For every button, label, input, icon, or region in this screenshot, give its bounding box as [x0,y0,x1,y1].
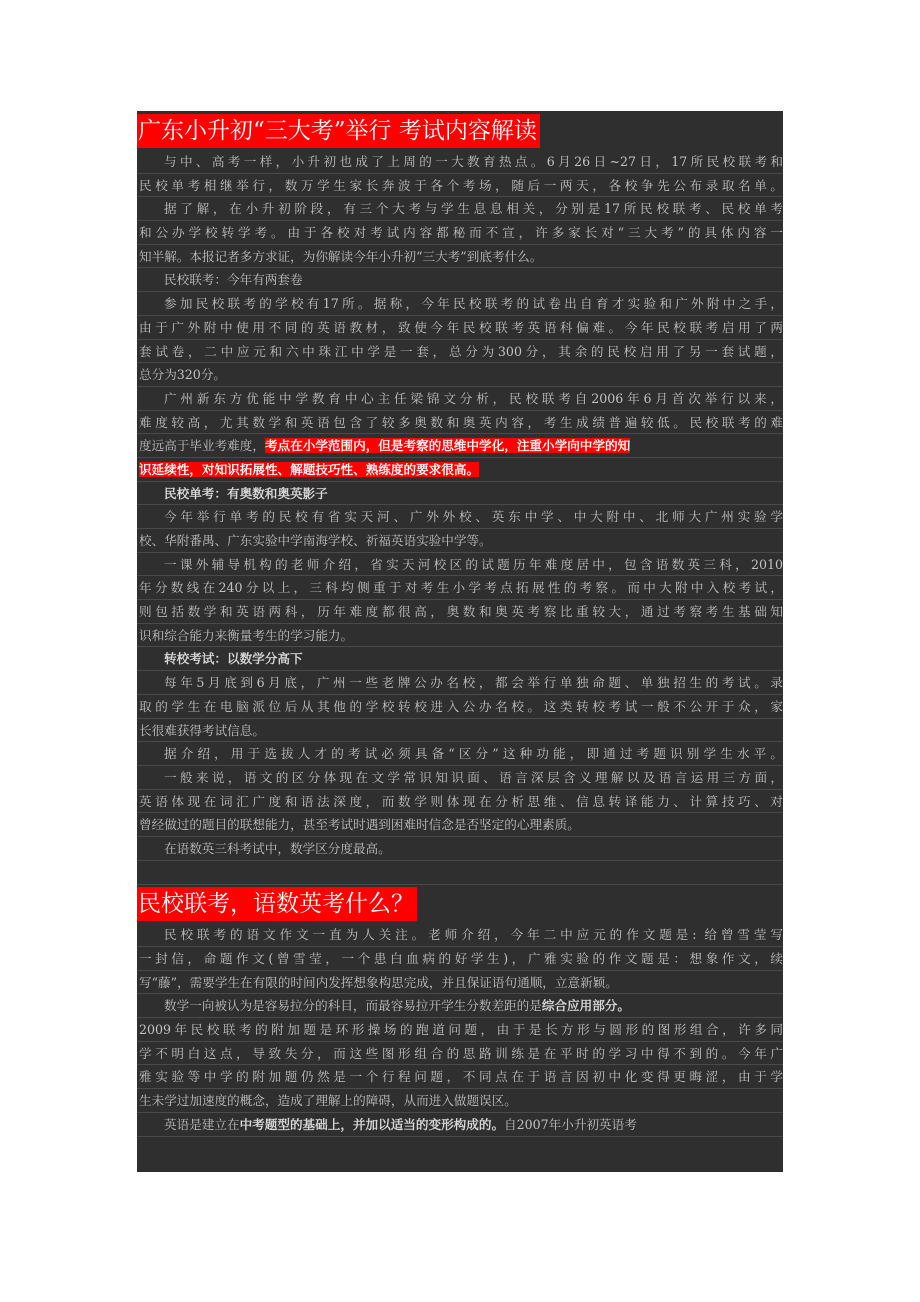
paragraph-line: 与中、高考一样，小升初也成了上周的一大教育热点。6月26日~27日，17所民校联考和 [137,150,783,174]
subheading-line: 民校联考：今年有两套卷 [137,268,783,292]
paragraph-line: 则包括数学和英语两科，历年难度都很高，奥数和奥英考察比重较大，通过考察考生基础知 [137,600,783,624]
blank-line [137,861,783,886]
paragraph-line: 生未学过加速度的概念，造成了理解上的障碍，从而进入做题误区。 [137,1089,783,1113]
section-title: 广东小升初“三大考”举行 考试内容解读 [137,114,540,148]
paragraph-line: 难度较高，尤其数学和英语包含了较多奥数和奥英内容，考生成绩普遍较低。民校联考的难 [137,411,783,435]
paragraph-line: 广州新东方优能中学教育中心主任梁锦文分析，民校联考自2006年6月首次举行以来， [137,387,783,411]
document-sheet [137,111,783,1172]
paragraph-line: 和公办学校转学考。由于各校对考试内容都秘而不宣，许多家长对“三大考”的具体内容一 [137,221,783,245]
paragraph-line: 写“藤”，需要学生在有限的时间内发挥想象构思完成，并且保证语句通顺，立意新颖。 [137,971,783,995]
subheading-line: 转校考试：以数学分高下 [137,647,783,671]
highlighted-text: 识延续性，对知识拓展性、解题技巧性、熟练度的要求很高。 [139,461,480,477]
paragraph-line: 套试卷，二中应元和六中珠江中学是一套，总分为300分，其余的民校启用了另一套试题， [137,340,783,364]
paragraph-line: 取的学生在电脑派位后从其他的学校转校进入公办名校。这类转校考试一般不公开于众，家 [137,695,783,719]
paragraph-line [137,1113,783,1137]
paragraph-line [137,994,783,1018]
paragraph-line: 参加民校联考的学校有17所。据称，今年民校联考的试卷出自育才实验和广外附中之手， [137,292,783,316]
paragraph-line: 一封信，命题作文(曾雪莹，一个患白血病的好学生)，广雅实验的作文题是：想象作文，续 [137,947,783,971]
paragraph-line: 年分数线在240分以上，三科均侧重于对考生小学考点拓展性的考察。而中大附中入校考试， [137,576,783,600]
paragraph-line [137,458,783,482]
paragraph-line: 学不明白这点，导致失分，而这些图形组合的思路训练是在平时的学习中得不到的。今年广 [137,1042,783,1066]
paragraph-line: 由于广外附中使用不同的英语教材，致使今年民校联考英语科偏难。今年民校联考启用了两 [137,316,783,340]
paragraph-line: 一课外辅导机构的老师介绍，省实天河校区的试题历年难度居中，包含语数英三科，2010 [137,553,783,577]
paragraph-line [137,434,783,458]
section-title: 民校联考，语数英考什么？ [137,887,417,921]
subheading-line: 民校单考：有奥数和奥英影子 [137,482,783,506]
paragraph-line: 英语体现在词汇广度和语法深度，而数学则体现在分析思维、信息转译能力、计算技巧、对 [137,790,783,814]
paragraph-line: 总分为320分。 [137,363,783,387]
paragraph-line: 知半解。本报记者多方求证，为你解读今年小升初“三大考”到底考什么。 [137,245,783,269]
plain-text: 英语是建立在 [164,1116,240,1132]
paragraph-line: 长很难获得考试信息。 [137,719,783,743]
paragraph-line: 校、华附番禺、广东实验中学南海学校、祈福英语实验中学等。 [137,529,783,553]
paragraph-line: 民校联考的语文作文一直为人关注。老师介绍，今年二中应元的作文题是: 给曾雪莹写 [137,923,783,947]
paragraph-line: 据介绍，用于选拔人才的考试必须具备“区分”这种功能，即通过考题识别学生水平。 [137,742,783,766]
paragraph-line: 一般来说，语文的区分体现在文学常识知识面、语言深层含义理解以及语言运用三方面， [137,766,783,790]
plain-text: 数学一向被认为是容易拉分的科目，而最容易拉开学生分数差距的是 [164,998,542,1014]
plain-text: 度远高于毕业考难度， [139,438,265,454]
paragraph-line: 每年5月底到6月底，广州一些老牌公办名校，都会举行单独命题、单独招生的考试。录 [137,671,783,695]
paragraph-line: 据了解，在小升初阶段，有三个大考与学生息息相关，分别是17所民校联考、民校单考 [137,197,783,221]
bold-text: 中考题型的基础上，并加以适当的变形构成的。 [239,1116,505,1132]
paragraph-line: 2009年民校联考的附加题是环形操场的跑道问题，由于是长方形与圆形的图形组合，许多同 [137,1018,783,1042]
paragraph-line: 在语数英三科考试中，数学区分度最高。 [137,837,783,861]
paragraph-line: 民校单考相继举行，数万学生家长奔波于各个考场，随后一两天，各校争先公布录取名单。 [137,174,783,198]
plain-text: 自2007年小升初英语考 [504,1116,637,1132]
bold-text: 综合应用部分。 [541,998,630,1014]
highlighted-text: 考点在小学范围内，但是考察的思维中学化，注重小学向中学的知 [264,438,631,454]
paragraph-line: 曾经做过的题目的联想能力，甚至考试时遇到困难时信念是否坚定的心理素质。 [137,813,783,837]
paragraph-line: 今年举行单考的民校有省实天河、广外外校、英东中学、中大附中、北师大广州实验学 [137,505,783,529]
paragraph-line: 雅实验等中学的附加题仍然是一个行程问题，不同点在于语言因初中化变得更晦涩，由于学 [137,1065,783,1089]
paragraph-line: 识和综合能力来衡量考生的学习能力。 [137,624,783,648]
